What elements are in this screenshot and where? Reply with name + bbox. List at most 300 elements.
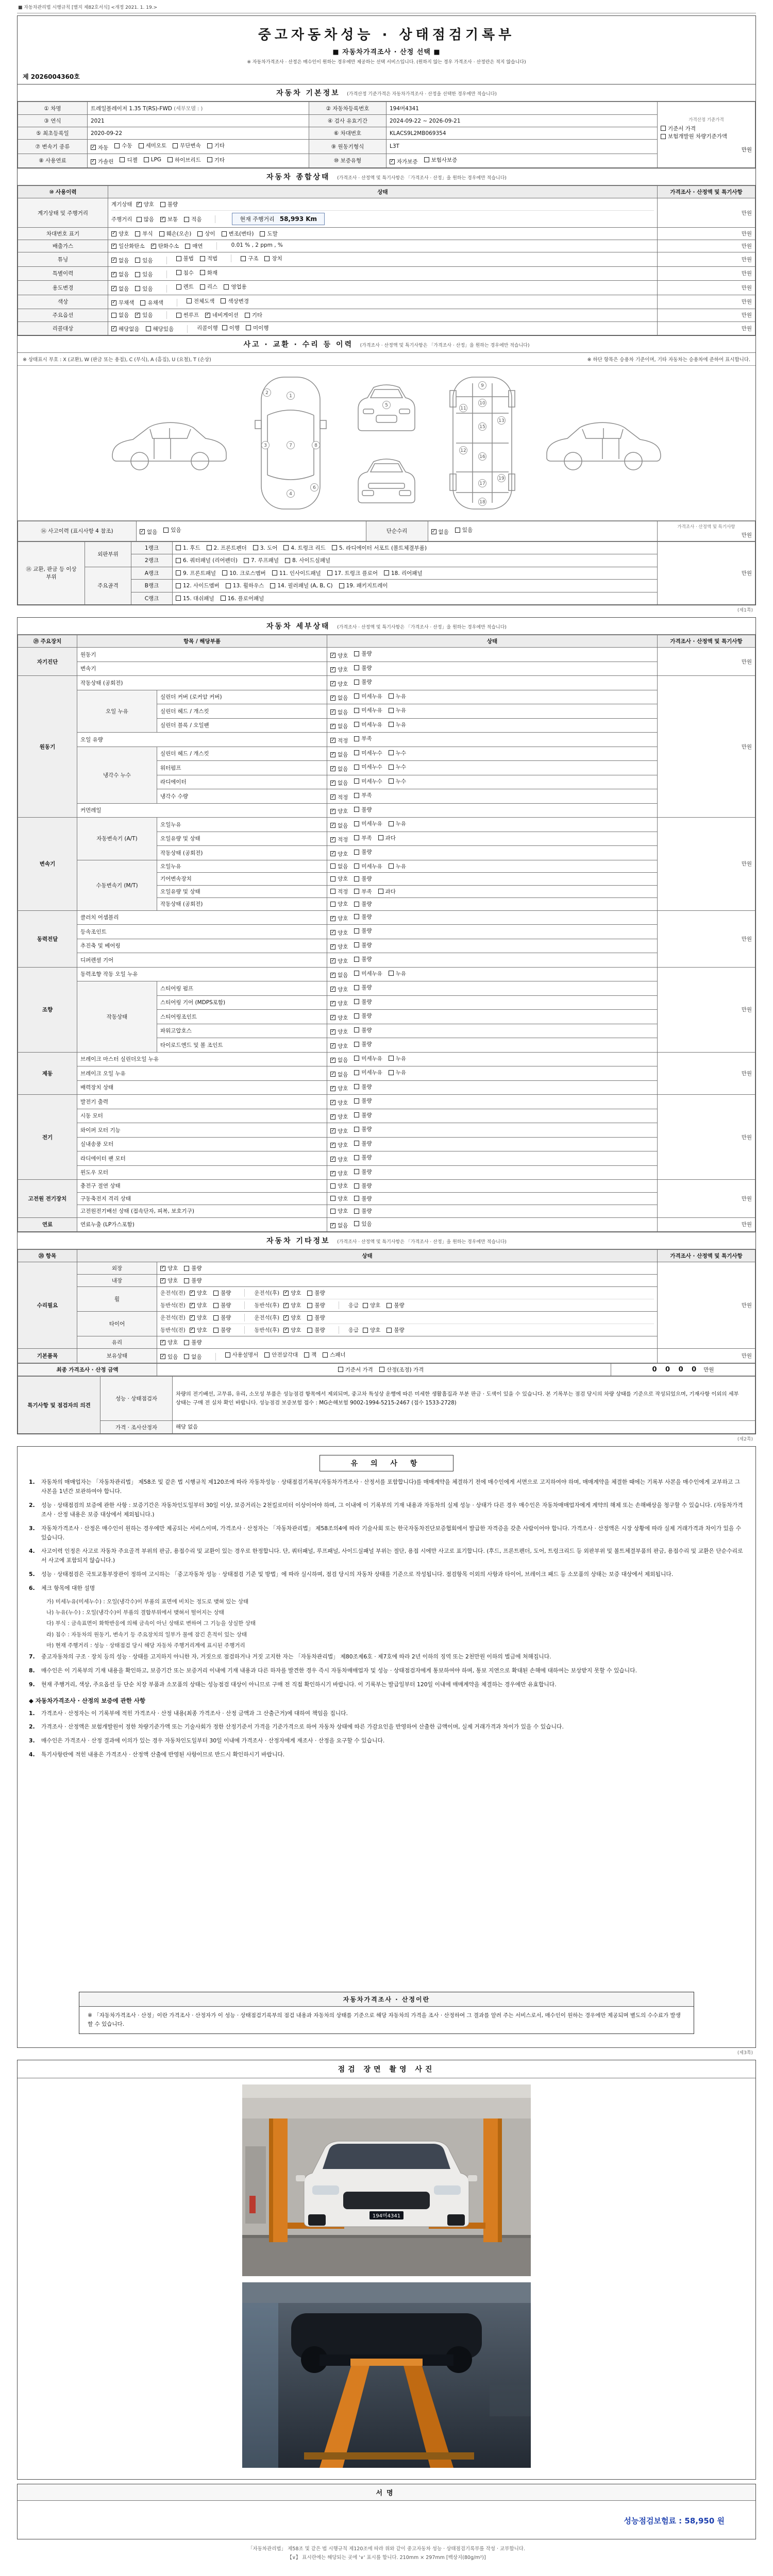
checkbox-option: [330, 914, 348, 922]
span-element: 자동차의 매매업자는 「자동차관리법」 제58조 및 같은 법 시행규칙 제120조에 따라 자동차성능 · 상태점검기록부(자동차가격조사 · 산정서를 포함합니다)를 매매계약을 체결하기 전에 매수인에게 서면으로 고지하여야 하며, 매매계약을 체결한 때에는 기록부 사본을 매수인에게 교부하고 그 사본을 1년간 보관하여야 합니다.: [41, 1479, 741, 1495]
checkbox-option: [330, 1028, 348, 1036]
checkbox-box: ✓: [140, 529, 144, 534]
checkbox-label: 매연: [192, 243, 203, 249]
checkbox-option: [431, 528, 449, 536]
rect-element: [362, 490, 374, 496]
state-options: [327, 1038, 658, 1053]
checkbox-box: [354, 765, 359, 770]
checkbox-option: [330, 900, 348, 908]
checkbox-option: [222, 324, 240, 332]
checkbox-box: [200, 284, 205, 290]
rect-element: [498, 2119, 502, 2242]
opinion-text: 해당 없음: [173, 1421, 755, 1434]
g-element: [450, 377, 515, 509]
section-basic-note: (가격산정 기준가격은 자동차가격조사 · 산정을 선택한 경우에만 적습니다): [347, 92, 497, 97]
checkbox-label: 불량: [361, 1155, 372, 1161]
state-options: [327, 967, 658, 981]
checkbox-box: [354, 876, 359, 882]
checkbox-option: [307, 1289, 325, 1297]
checkbox-label: 썬루프: [183, 312, 199, 318]
tr-element: [18, 154, 755, 168]
span-element: 6.: [29, 1584, 35, 1591]
span-element: (세부모델 : ): [174, 106, 203, 112]
state-options: [327, 747, 658, 761]
state-options: [327, 873, 658, 886]
span-element: 매수인은 가격조사 · 산정 결과에 이의가 있는 경우 자동차인도일부터 30일 이내에 가격조사 · 산정자에게 재조사 · 산정을 요구할 수 있습니다.: [41, 1737, 385, 1744]
rect-element: [399, 490, 411, 496]
checkbox-box: [354, 1169, 359, 1174]
car-diagram-side-right: [540, 404, 668, 482]
checkbox-box: [253, 545, 258, 550]
checkbox-option: [330, 1222, 348, 1229]
table-row: [18, 1377, 755, 1421]
table-row: [18, 541, 755, 554]
checkbox-box: [354, 1155, 359, 1160]
checkbox-box: ✓: [331, 1142, 335, 1147]
checkbox-option: [354, 955, 372, 963]
checkbox-option: [159, 230, 192, 238]
checkbox-box: [120, 157, 125, 162]
checkbox-label: 불량: [361, 913, 372, 920]
checkbox-option: [390, 158, 418, 165]
checkbox-option: [378, 834, 396, 842]
checkbox-box: [244, 558, 249, 563]
checkbox-box: [222, 231, 227, 236]
option-segment: [160, 1353, 216, 1361]
item-label: 클러치 어셈블리: [77, 910, 327, 925]
state-options: [157, 1262, 658, 1275]
checkbox-option: [190, 1314, 207, 1321]
checkbox-option: [91, 144, 108, 151]
checkbox-option: [176, 544, 200, 552]
checkbox-option: [207, 544, 247, 552]
checkbox-option: [146, 325, 174, 333]
row-state: [108, 295, 658, 309]
checkbox-option: [389, 763, 406, 771]
table-row: [18, 1080, 755, 1095]
table-row: [18, 676, 755, 690]
checkbox-box: [354, 1127, 359, 1132]
checkbox-label: 불량: [361, 665, 372, 671]
rect-element: [242, 2282, 531, 2468]
div-element: [160, 1264, 654, 1272]
checkbox-label: 15. 대쉬패널: [183, 595, 214, 602]
section-accident-title: 사고 · 교환 · 수리 등 이력: [243, 340, 354, 349]
simple-repair-label: 단순수리: [366, 521, 428, 541]
checkbox-label: 없음: [338, 863, 348, 870]
checkbox-box: ✓: [431, 529, 436, 534]
checkbox-option: [184, 215, 201, 223]
checkbox-box: [184, 1266, 189, 1271]
checkbox-box: [330, 1209, 335, 1214]
div-element: [111, 242, 654, 250]
part-label: 냉각수 수량: [157, 789, 327, 804]
option-segment: [160, 1289, 245, 1297]
part-label: 실린더 헤드 / 개스킷: [157, 704, 327, 719]
checkbox-option: [330, 1113, 348, 1121]
text-element: 18: [479, 499, 485, 505]
doc-subtitle-note: ※ 자동차가격조사 · 산정은 매수인이 원하는 경우에만 제공하는 선택 서비스입니다. (원하지 않는 경우 가격조사 · 산정란은 적지 않습니다): [247, 60, 526, 65]
checkbox-option: [330, 1141, 348, 1149]
checkbox-label: 누수: [395, 778, 407, 785]
checkbox-box: [135, 231, 140, 236]
state-options: [327, 832, 658, 846]
checkbox-option: [160, 1277, 178, 1284]
checkbox-option: [354, 1125, 372, 1133]
span-element: 특기사항란에 적힌 내용은 가격조사 · 산정액 산출에 반영된 사항이므로 반드시 확인하시기 바랍니다.: [41, 1751, 285, 1758]
tbody-element: [18, 186, 755, 335]
checkbox-box: [146, 326, 151, 331]
th-element: ⑳ 항목: [18, 1250, 77, 1262]
checkbox-box: ✓: [151, 243, 156, 248]
checkbox-label: 불량: [221, 1327, 231, 1333]
row-state: [108, 228, 658, 240]
checkbox-box: [389, 971, 394, 976]
checkbox-box: [354, 736, 359, 741]
doc-subtitle: ■ 자동차가격조사 · 산정 선택 ■: [332, 48, 441, 56]
table-row: [18, 733, 755, 747]
td-element: ④ 검사 유효기간: [309, 115, 386, 127]
item-label: 충전구 절연 상태: [77, 1180, 327, 1193]
doc-header: [18, 16, 755, 69]
page-marker-3: (제3쪽): [737, 2050, 753, 2056]
checkbox-option: [221, 595, 264, 602]
checkbox-box: ✓: [331, 837, 335, 842]
checkbox-box: [245, 313, 250, 318]
checkbox-label: 불량: [361, 956, 372, 962]
checkbox-label: 미세누수: [361, 764, 382, 770]
sheet-5: [17, 2484, 756, 2539]
checkbox-option: [330, 1182, 348, 1190]
state-options: [327, 803, 658, 818]
rect-element: [308, 2214, 326, 2226]
checkbox-box: [330, 1196, 335, 1201]
span-element: 8.: [29, 1667, 35, 1674]
checkbox-box: ✓: [331, 808, 335, 814]
checkbox-box: [354, 902, 359, 907]
text-element: 16: [479, 454, 485, 460]
checkbox-option: [111, 270, 129, 278]
checkbox-label: 보험사보증: [431, 157, 458, 163]
row-state: [108, 321, 658, 335]
part-label: 오일유량 및 상태: [157, 885, 327, 898]
checkbox-option: [354, 1182, 372, 1190]
checkbox-label: 미세누유: [361, 863, 382, 870]
checkbox-option: [389, 777, 406, 785]
checkbox-label: 양호: [338, 901, 348, 907]
rank-label: A랭크: [131, 567, 173, 580]
rect-element: [296, 2175, 305, 2181]
checkbox-label: 부족: [361, 888, 372, 895]
th-element: 가격조사 · 산정액 및 특기사항: [658, 1250, 755, 1262]
rect-element: [376, 415, 397, 422]
photo-front-graphic: [242, 2084, 531, 2276]
tbody-element: [18, 1377, 755, 1434]
table-row: [18, 910, 755, 925]
checkbox-option: [661, 132, 727, 140]
checkbox-box: [307, 1315, 312, 1320]
rect-element: [242, 2303, 278, 2468]
amount-cell: 만원: [658, 1262, 755, 1349]
option-segment: [160, 1338, 215, 1346]
checkbox-label: 훼손(오손): [166, 231, 192, 237]
detail-condition: [18, 635, 755, 1232]
checkbox-box: [389, 1070, 394, 1075]
checkbox-label: 있음: [361, 1221, 372, 1227]
tbody-element: [18, 1363, 755, 1376]
rank-label: 1랭크: [131, 541, 173, 554]
option-segment: [111, 325, 188, 333]
item-label: 휠: [77, 1287, 157, 1312]
div-element: [160, 1299, 654, 1309]
checkbox-label: 색상변경: [228, 298, 249, 304]
part-label: 작동상태 (공회전): [157, 846, 327, 860]
insurance-premium-label: 성능점검보험료 :: [624, 2516, 682, 2526]
warranty-item: [29, 1722, 744, 1732]
part-label: 스티어링 기어 (MDPS포함): [157, 995, 327, 1010]
checkbox-box: [661, 134, 666, 139]
checkbox-box: ✓: [331, 1171, 335, 1176]
checkbox-label: 부족: [361, 835, 372, 841]
checkbox-option: [354, 1055, 382, 1062]
checkbox-box: [307, 1291, 312, 1296]
insurance-premium-value: 58,950 원: [684, 2516, 725, 2526]
checkbox-label: 있음: [462, 527, 473, 534]
option-segment: [254, 1301, 339, 1309]
checkbox-box: ✓: [331, 1086, 335, 1091]
checkbox-option: [330, 986, 348, 993]
checkbox-option: [213, 1326, 231, 1334]
table-row: [18, 567, 755, 580]
checkbox-option: [330, 1056, 348, 1064]
div-element: [111, 210, 654, 225]
checkbox-option: [184, 1353, 201, 1361]
item-label: 시동 모터: [77, 1109, 327, 1123]
checkbox-label: 적정: [338, 794, 348, 801]
state-code-legend: [18, 353, 755, 366]
state-options: [327, 910, 658, 925]
checkbox-option: [111, 230, 129, 238]
table-row: [18, 252, 755, 267]
td-element: ⑧ 사용연료: [18, 154, 88, 168]
checkbox-box: [213, 1303, 219, 1308]
table-row: [18, 1109, 755, 1123]
checkbox-box: ✓: [331, 794, 335, 800]
checkbox-box: [176, 558, 181, 563]
rect-element: [242, 2282, 531, 2303]
checkbox-label: 불법: [183, 256, 194, 262]
checkbox-box: ✓: [112, 300, 116, 305]
checkbox-box: [272, 570, 277, 575]
checkbox-option: [389, 820, 406, 827]
checkbox-option: [307, 1326, 325, 1334]
checkbox-option: [222, 230, 254, 238]
checkbox-label: 불량: [221, 1290, 231, 1296]
warranty-item: [29, 1736, 744, 1745]
measured-values: 0.01 % , 2 ppm , %: [231, 242, 283, 248]
page-marker-1: (제1쪽): [737, 608, 753, 613]
car-damage-diagrams: [18, 366, 755, 521]
checkbox-option: [285, 556, 330, 564]
car-name-value: 트레일블레이저 1.35 T(RS)-FWD (세부모델 : ): [88, 102, 309, 115]
path-element: [267, 475, 314, 480]
state-options: [157, 1336, 658, 1349]
checkbox-label: 불량: [221, 1302, 231, 1309]
checkbox-option: [354, 984, 372, 991]
option-segment: [160, 1301, 245, 1309]
rank-label: 2랭크: [131, 554, 173, 567]
checkbox-option: [167, 156, 201, 164]
state-options: [327, 860, 658, 873]
option-segment: [160, 1264, 215, 1272]
checkbox-box: ✓: [284, 1327, 288, 1332]
checkbox-option: [424, 156, 458, 164]
checkbox-box: ✓: [190, 1327, 194, 1332]
checkbox-label: 미이행: [253, 325, 269, 331]
checkbox-option: [330, 1099, 348, 1107]
state-options: [327, 676, 658, 690]
checkbox-option: [226, 582, 264, 589]
checkbox-label: 구조: [248, 256, 259, 262]
checkbox-label: 불량: [221, 1315, 231, 1321]
checkbox-option: [135, 230, 153, 238]
state-options: [327, 733, 658, 747]
checkbox-option: [213, 1314, 231, 1321]
checkbox-option: [140, 299, 163, 307]
table-row: [18, 1137, 755, 1151]
item-label: 등속조인트: [77, 925, 327, 939]
checkbox-box: ✓: [331, 1001, 335, 1006]
checkbox-option: [283, 1289, 301, 1297]
checkbox-box: [354, 1042, 359, 1047]
checkbox-label: 불량: [191, 1278, 202, 1284]
td-element: ⑨ 원동기형식: [309, 140, 386, 154]
part-label: 실린더 헤드 / 개스킷: [157, 747, 327, 761]
table-row: [18, 198, 755, 228]
checkbox-label: 없음: [338, 1071, 348, 1078]
checkbox-box: [354, 985, 359, 990]
checkbox-label: 미세누유: [361, 693, 382, 700]
rect-element: [312, 2185, 339, 2195]
part-label: 스티어링 펌프: [157, 981, 327, 996]
row-label: 특별이력: [18, 266, 108, 281]
rect-element: [249, 2196, 256, 2213]
basic-info: [18, 101, 755, 168]
checkbox-label: 불량: [394, 1327, 405, 1333]
table-row: [18, 690, 755, 704]
checkbox-option: [330, 971, 348, 979]
checkbox-label: 스패너: [330, 1352, 346, 1358]
checkbox-box: [330, 863, 335, 869]
checkbox-option: [283, 544, 325, 552]
state-options: [157, 1275, 658, 1287]
checkbox-label: 없음: [338, 695, 348, 701]
checkbox-label: 양호: [143, 201, 154, 208]
span-element: 사고이력 인정은 사고로 자동차 주요골격 부위의 판금, 용접수리 및 교환이 있는 경우로 한정합니다. 단, 쿼터패널, 루프패널, 사이드실패널 부위는 절단, 용접 시에만 사고로 표기합니다. (후드, 프론트펜더, 도어, 트렁크리드 등 외판부위 및 볼트체결부품의 판금, 용접수리 및 교환은 단순수리로서 사고에 포함되지 않습니다.): [41, 1548, 743, 1564]
checkbox-box: ✓: [161, 1340, 165, 1345]
checkbox-option: [354, 791, 372, 799]
th-element: 항목 / 해당부품: [77, 635, 327, 648]
checkbox-label: 사용설명서: [232, 1352, 259, 1358]
checkbox-option: [389, 862, 406, 870]
checkbox-option: [264, 1351, 298, 1359]
checkbox-box: [304, 1352, 309, 1358]
span-element: 3.: [29, 1737, 35, 1744]
checkbox-option: [354, 1012, 372, 1020]
rank-label: C랭크: [131, 592, 173, 605]
checkbox-label: 산정(조정) 가격: [386, 1366, 424, 1373]
checkbox-box: [213, 1328, 219, 1333]
checkbox-box: [176, 570, 181, 575]
checkbox-option: [270, 582, 332, 589]
span-element: 9.: [29, 1681, 35, 1688]
state-options: [327, 953, 658, 968]
checkbox-label: 불량: [361, 985, 372, 991]
checkbox-label: 불량: [361, 1083, 372, 1090]
tbody-element: [18, 541, 755, 605]
text-element: 15: [479, 424, 485, 430]
checkbox-box: ✓: [331, 1114, 335, 1119]
checkbox-box: [330, 1183, 335, 1189]
row-label: 차대번호 표기: [18, 228, 108, 240]
checkbox-box: ✓: [331, 1014, 335, 1020]
checkbox-box: [354, 957, 359, 962]
basic-info-table: [18, 101, 755, 168]
device-label: 원동기: [18, 676, 77, 818]
checkbox-label: 없음: [338, 1057, 348, 1063]
checkbox-label: 불량: [361, 998, 372, 1005]
div-element: [111, 269, 654, 279]
option-segment: [111, 215, 215, 223]
checkbox-option: [354, 806, 372, 814]
checkbox-box: [226, 583, 231, 588]
checkbox-label: 양호: [338, 986, 348, 993]
table-row: [18, 803, 755, 818]
checkbox-box: ✓: [112, 272, 116, 277]
checkbox-box: [354, 942, 359, 947]
checkbox-box: [173, 143, 178, 148]
checkbox-option: [225, 1351, 259, 1359]
checkbox-option: [389, 970, 406, 977]
span-element: 4.: [29, 1751, 35, 1758]
checkbox-box: [264, 256, 270, 261]
state-options: [327, 718, 658, 733]
device-label: 조향: [18, 967, 77, 1052]
checkbox-box: [176, 583, 181, 588]
checkbox-box: ✓: [331, 652, 335, 658]
tr-element: [18, 186, 755, 198]
checkbox-box: [354, 889, 359, 894]
checkbox-option: [213, 1301, 231, 1309]
checkbox-option: [389, 1069, 406, 1076]
engine-type-value: L3T: [386, 140, 658, 154]
checkbox-option: [190, 1301, 207, 1309]
section-etc-header: [18, 1232, 755, 1249]
checkbox-option: [307, 1301, 325, 1309]
checkbox-box: ✓: [331, 958, 335, 963]
rect-element: [320, 420, 326, 429]
td-element: ③ 연식: [18, 115, 88, 127]
checkbox-label: 양호: [370, 1327, 381, 1333]
div-element: 가격산정 기준가격: [688, 117, 724, 123]
group-label: 외판부위: [85, 541, 131, 567]
doc-title: 중고자동차성능 · 상태점검기록부: [258, 27, 515, 43]
state-options: [327, 1123, 658, 1138]
amount-cell: 만원: [658, 228, 755, 240]
div-element: [160, 1314, 654, 1321]
checkbox-box: [176, 596, 181, 601]
checkbox-label: 불량: [361, 1027, 372, 1033]
